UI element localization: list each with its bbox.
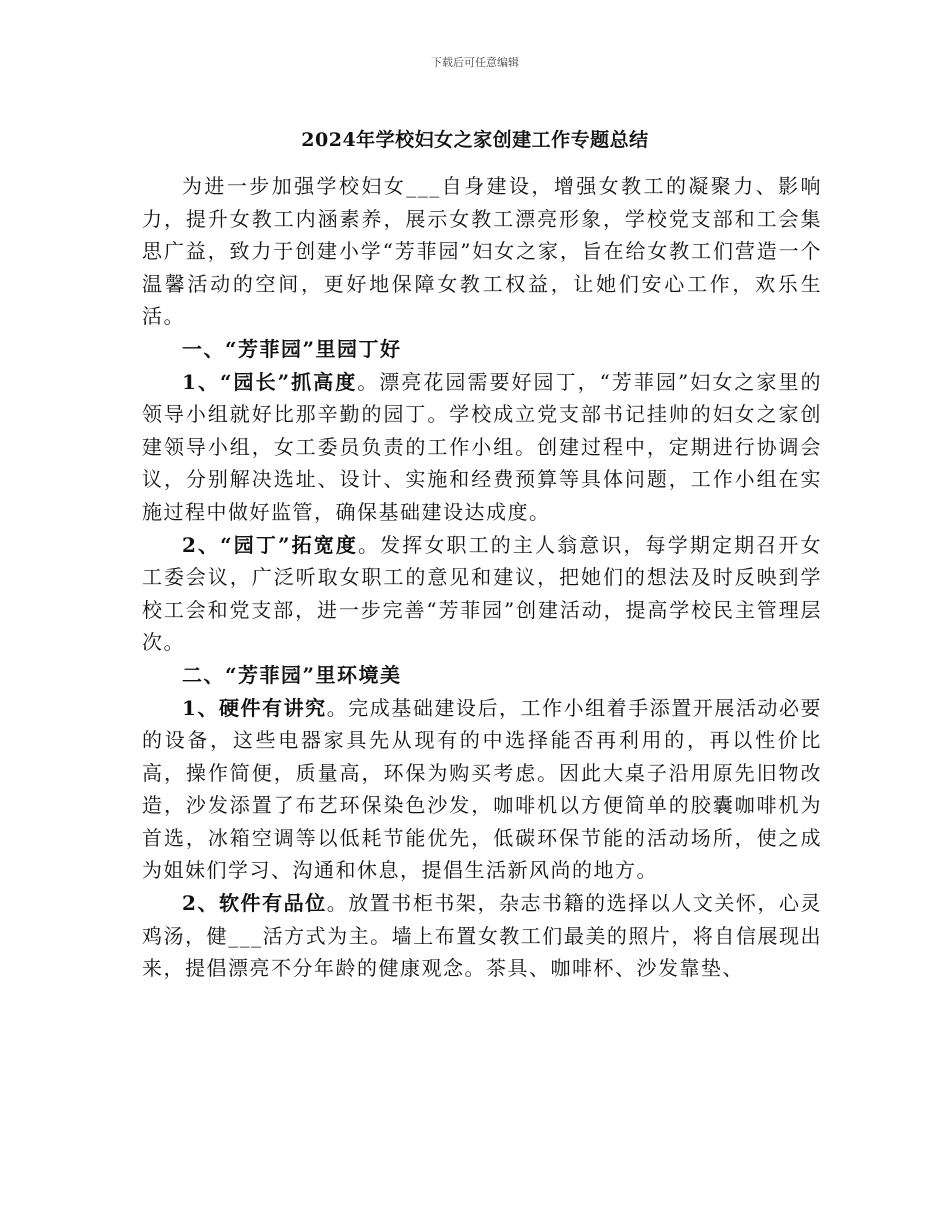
paragraph-text: 。放置书柜书架，杂志书籍的选择以人文关怀，心灵鸡汤，健___活方式为主。墙上布置女教工们最美的照片，将自信展现出来，提倡漂亮不分年龄的健康观念。茶具、咖啡杯、沙发靠垫、: [142, 891, 823, 981]
section-paragraph: [142, 692, 822, 888]
paragraph-lead: 2、软件有品位: [182, 891, 327, 916]
paragraph-lead: 2、“园丁”拓宽度: [182, 532, 359, 557]
intro-paragraph: 为进一步加强学校妇女___自身建设，增强女教工的凝聚力、影响力，提升女教工内涵素养，展示女教工漂亮形象，学校党支部和工会集思广益，致力于创建小学“芳菲园”妇女之家，旨在给女教工们营造一个温馨活动的空间，更好地保障女教工权益，让她们安心工作，欢乐生活。: [142, 174, 822, 329]
section-heading: 一、“芳菲园”里园丁好: [182, 336, 402, 361]
paragraph-lead: 1、硬件有讲究: [182, 695, 327, 720]
section-paragraph: [142, 529, 822, 659]
document-title: 2024年学校妇女之家创建工作专题总结: [301, 129, 649, 151]
header-note: 下载后可任意编辑: [431, 56, 519, 69]
paragraph-text: 。发挥女职工的主人翁意识，每学期定期召开女工委会议，广泛听取女职工的意见和建议，把她们的想法及时反映到学校工会和党支部，进一步完善“芳菲园”创建活动，提高学校民主管理层次。: [142, 532, 822, 655]
section-paragraph: [142, 887, 822, 985]
document-body: [142, 170, 822, 985]
section-paragraph: [142, 366, 822, 529]
paragraph-text: 。完成基础建设后，工作小组着手添置开展活动必要的设备，这些电器家具先从现有的中选择能否再利用的，再以性价比高，操作简便，质量高，环保为购买考虑。因此大桌子沿用原先旧物改造，沙发添置了布艺环保染色沙发，咖啡机以方便简单的胶囊咖啡机为首选，冰箱空调等以低耗节能优先，低碳环保节能的活动场所，使之成为姐妹们学习、沟通和休息，提倡生活新风尚的地方。: [142, 695, 823, 883]
paragraph-lead: 1、“园长”抓高度: [182, 369, 358, 394]
paragraph-text: 。漂亮花园需要好园丁，“芳菲园”妇女之家里的领导小组就好比那辛勤的园丁。学校成立党支部书记挂帅的妇女之家创建领导小组，女工委员负责的工作小组。创建过程中，定期进行协调会议，分别解决选址、设计、实施和经费预算等具体问题，工作小组在实施过程中做好监管，确保基础建设达成度。: [142, 369, 822, 524]
section-heading: 二、“芳菲园”里环境美: [182, 662, 402, 687]
